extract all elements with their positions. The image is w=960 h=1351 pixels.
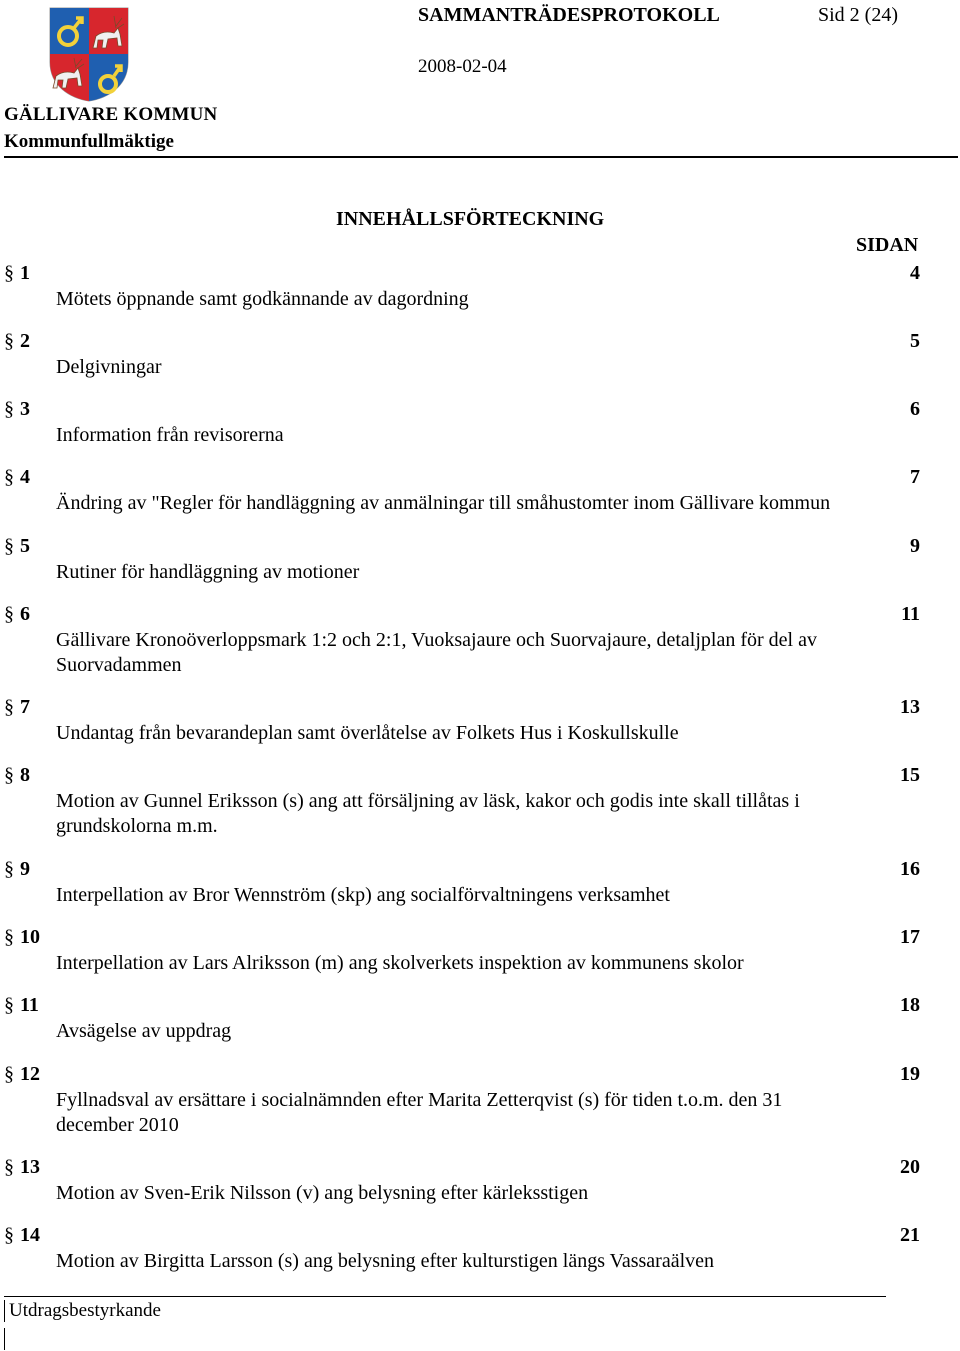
entry-title: Motion av Birgitta Larsson (s) ang belysning efter kulturstigen längs Vassaraälven — [56, 1250, 715, 1272]
section-symbol: § — [4, 926, 14, 948]
entry-title: Delgivningar — [56, 356, 162, 378]
page-number: 17 — [900, 926, 920, 948]
entry-title: Mötets öppnande samt godkännande av dagordning — [56, 288, 469, 310]
entry-title: Motion av Gunnel Eriksson (s) ang att försäljning av läsk, kakor och godis inte skall tillåtas i grundskolorna m.m. — [56, 790, 800, 837]
page-number: 4 — [910, 262, 920, 284]
page-number: 6 — [910, 398, 920, 420]
council-name: Kommunfullmäktige — [4, 131, 174, 152]
page-number: 19 — [900, 1063, 920, 1085]
section-symbol: § — [4, 466, 14, 488]
paragraph-number: § 6 — [4, 603, 30, 625]
entry-title: Rutiner för handläggning av motioner — [56, 561, 360, 583]
signature-box-edge — [4, 1300, 5, 1322]
paragraph-number: § 10 — [4, 926, 40, 948]
page-indicator: Sid 2 (24) — [818, 4, 898, 26]
page-number: 9 — [910, 535, 920, 557]
entry-title: Gällivare Kronoöverloppsmark 1:2 och 2:1, Vuoksajaure och Suorvajaure, detaljplan för del av Suorvadammen — [56, 629, 817, 676]
toc-heading: INNEHÅLLSFÖRTECKNING — [336, 208, 605, 230]
paragraph-number: § 9 — [4, 858, 30, 880]
page-number: 7 — [910, 466, 920, 488]
entry-title: Motion av Sven-Erik Nilsson (v) ang belysning efter kärleksstigen — [56, 1182, 589, 1204]
header-divider — [4, 156, 958, 158]
entry-title: Interpellation av Bror Wennström (skp) ang socialförvaltningens verksamhet — [56, 884, 670, 906]
section-symbol: § — [4, 262, 14, 284]
page-number: 18 — [900, 994, 920, 1016]
section-symbol: § — [4, 1063, 14, 1085]
page-number: 16 — [900, 858, 920, 880]
page-column-heading: SIDAN — [856, 234, 919, 256]
coat-of-arms-logo — [48, 6, 130, 102]
paragraph-number: § 2 — [4, 330, 30, 352]
paragraph-number: § 3 — [4, 398, 30, 420]
section-symbol: § — [4, 330, 14, 352]
page-number: 20 — [900, 1156, 920, 1178]
page-number: 11 — [901, 603, 920, 625]
entry-title: Ändring av "Regler för handläggning av anmälningar till småhustomter inom Gällivare kommun — [56, 492, 831, 514]
section-symbol: § — [4, 994, 14, 1016]
section-symbol: § — [4, 858, 14, 880]
section-symbol: § — [4, 603, 14, 625]
footer-divider — [4, 1296, 886, 1297]
entry-title: Fyllnadsval av ersättare i socialnämnden efter Marita Zetterqvist (s) för tiden t.o.m. den 31 december 2010 — [56, 1089, 783, 1136]
certification-label: Utdragsbestyrkande — [9, 1300, 161, 1321]
paragraph-number: § 4 — [4, 466, 30, 488]
paragraph-number: § 13 — [4, 1156, 40, 1178]
page-number: 21 — [900, 1224, 920, 1246]
section-symbol: § — [4, 764, 14, 786]
paragraph-number: § 14 — [4, 1224, 40, 1246]
page-number: 5 — [910, 330, 920, 352]
entry-title: Undantag från bevarandeplan samt överlåtelse av Folkets Hus i Koskullskulle — [56, 722, 679, 744]
section-symbol: § — [4, 535, 14, 557]
document-title: SAMMANTRÄDESPROTOKOLL — [418, 4, 720, 26]
signature-box-edge — [4, 1328, 5, 1350]
paragraph-number: § 7 — [4, 696, 30, 718]
page-number: 15 — [900, 764, 920, 786]
section-symbol: § — [4, 696, 14, 718]
paragraph-number: § 8 — [4, 764, 30, 786]
section-symbol: § — [4, 398, 14, 420]
section-symbol: § — [4, 1156, 14, 1178]
page-number: 13 — [900, 696, 920, 718]
section-symbol: § — [4, 1224, 14, 1246]
entry-title: Interpellation av Lars Alriksson (m) ang skolverkets inspektion av kommunens skolor — [56, 952, 744, 974]
paragraph-number: § 12 — [4, 1063, 40, 1085]
municipality-name: GÄLLIVARE KOMMUN — [4, 104, 218, 125]
paragraph-number: § 5 — [4, 535, 30, 557]
meeting-date: 2008-02-04 — [418, 56, 507, 77]
entry-title: Avsägelse av uppdrag — [56, 1020, 232, 1042]
entry-title: Information från revisorerna — [56, 424, 284, 446]
paragraph-number: § 11 — [4, 994, 39, 1016]
paragraph-number: § 1 — [4, 262, 30, 284]
